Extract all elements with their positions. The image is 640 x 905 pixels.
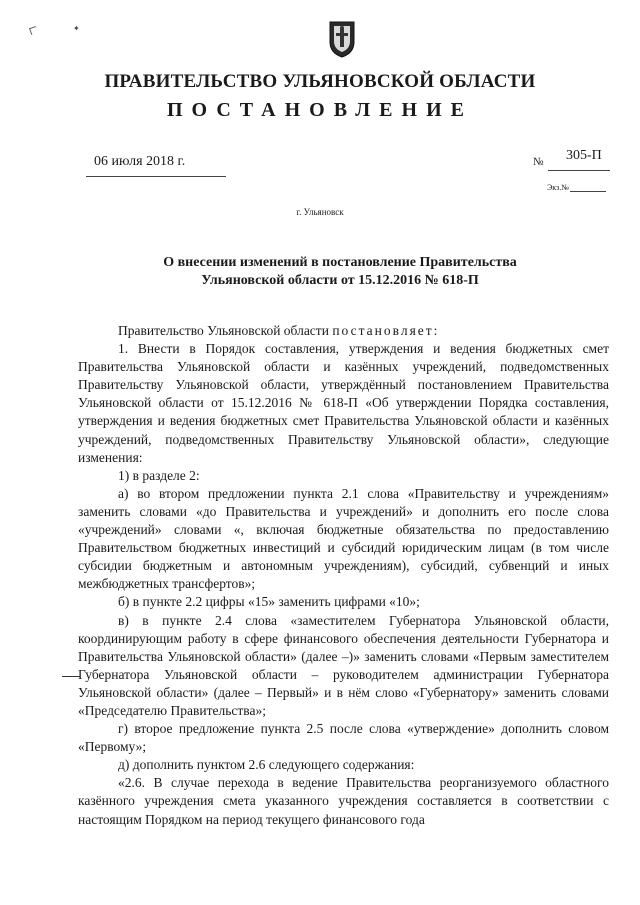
paragraph: б) в пункте 2.2 цифры «15» заменить цифрами «10»; (118, 594, 420, 610)
number-label: № (533, 156, 544, 168)
paragraph: а) во втором предложении пункта 2.1 слова «Правительству и учреждениям» заменить словами «до Правительства и учреждений» и дополнить его после слова «учреждений» словами «, включая бюджетные обязательства по предоставлению Правительством бюджетных инвестиций и субсидий юридическим лицам (в том числе субсидии бюджетным и автономным учреждениям), субсидий, субвенций и иных межбюджетных трансфертов»; (78, 485, 609, 592)
title-line-1: О внесении изменений в постановление Правительства (163, 255, 517, 270)
paragraph: в) в пункте 2.4 слова «заместителем Губернатора Ульяновской области, координирующим работу в сфере финансового обеспечения деятельности Губернатора и Правительства Ульяновской области» (далее –)» заменить словами «Первым заместителем Губернатора Ульяновской области – руководителем администрации Губернатора Ульяновской области» (далее – Первый» и в нём слово «Губернатору» заменить словами «Председателю Правительства»; (78, 612, 609, 718)
number-underline (548, 170, 610, 171)
preamble-subject: Правительство Ульяновской области (118, 323, 329, 338)
document-title (120, 254, 560, 290)
copy-underline (570, 191, 606, 192)
copy-label: Экз.№ (547, 183, 569, 192)
document-date: 06 июля 2018 г. (94, 154, 186, 169)
scan-corner-mark (29, 26, 38, 35)
preamble (78, 322, 609, 340)
scan-margin-mark: ✦ (73, 24, 80, 33)
document-number: 305-П (566, 148, 602, 163)
paragraph: д) дополнить пунктом 2.6 следующего содержания: (118, 757, 415, 773)
paragraph: «2.6. В случае перехода в ведение Правительства реорганизуемого областного казённого учреждения смета указанного учреждения составляется в соответствии с настоящим Порядком на период текущего финансового года (78, 775, 609, 827)
paragraph: 1) в разделе 2: (118, 467, 200, 483)
document-body (78, 322, 609, 829)
document-type: ПОСТАНОВЛЕНИЕ (167, 99, 473, 121)
date-underline (86, 176, 226, 177)
paragraph: г) второе предложение пункта 2.5 после слова «утверждение» дополнить словом «Первому»; (78, 721, 609, 755)
coat-of-arms-icon (328, 20, 356, 58)
city: г. Ульяновск (296, 207, 344, 217)
government-name: ПРАВИТЕЛЬСТВО УЛЬЯНОВСКОЙ ОБЛАСТИ (104, 71, 536, 92)
preamble-verb: постановляет: (332, 323, 440, 338)
title-line-2: Ульяновской области от 15.12.2016 № 618-П (201, 273, 479, 288)
paragraph: 1. Внести в Порядок составления, утверждения и ведения бюджетных смет Правительства Ульяновской области и казённых учреждений, подведомственных Правительству Ульяновской области, утверждённый постановлением Правительства Ульяновской области от 15.12.2016 № 618-П «Об утверждении Порядка составления, утверждения и ведения бюджетных смет Правительства Ульяновской области и казённых учреждений, подведомственных Правительству Ульяновской области», следующие изменения: (78, 341, 609, 465)
